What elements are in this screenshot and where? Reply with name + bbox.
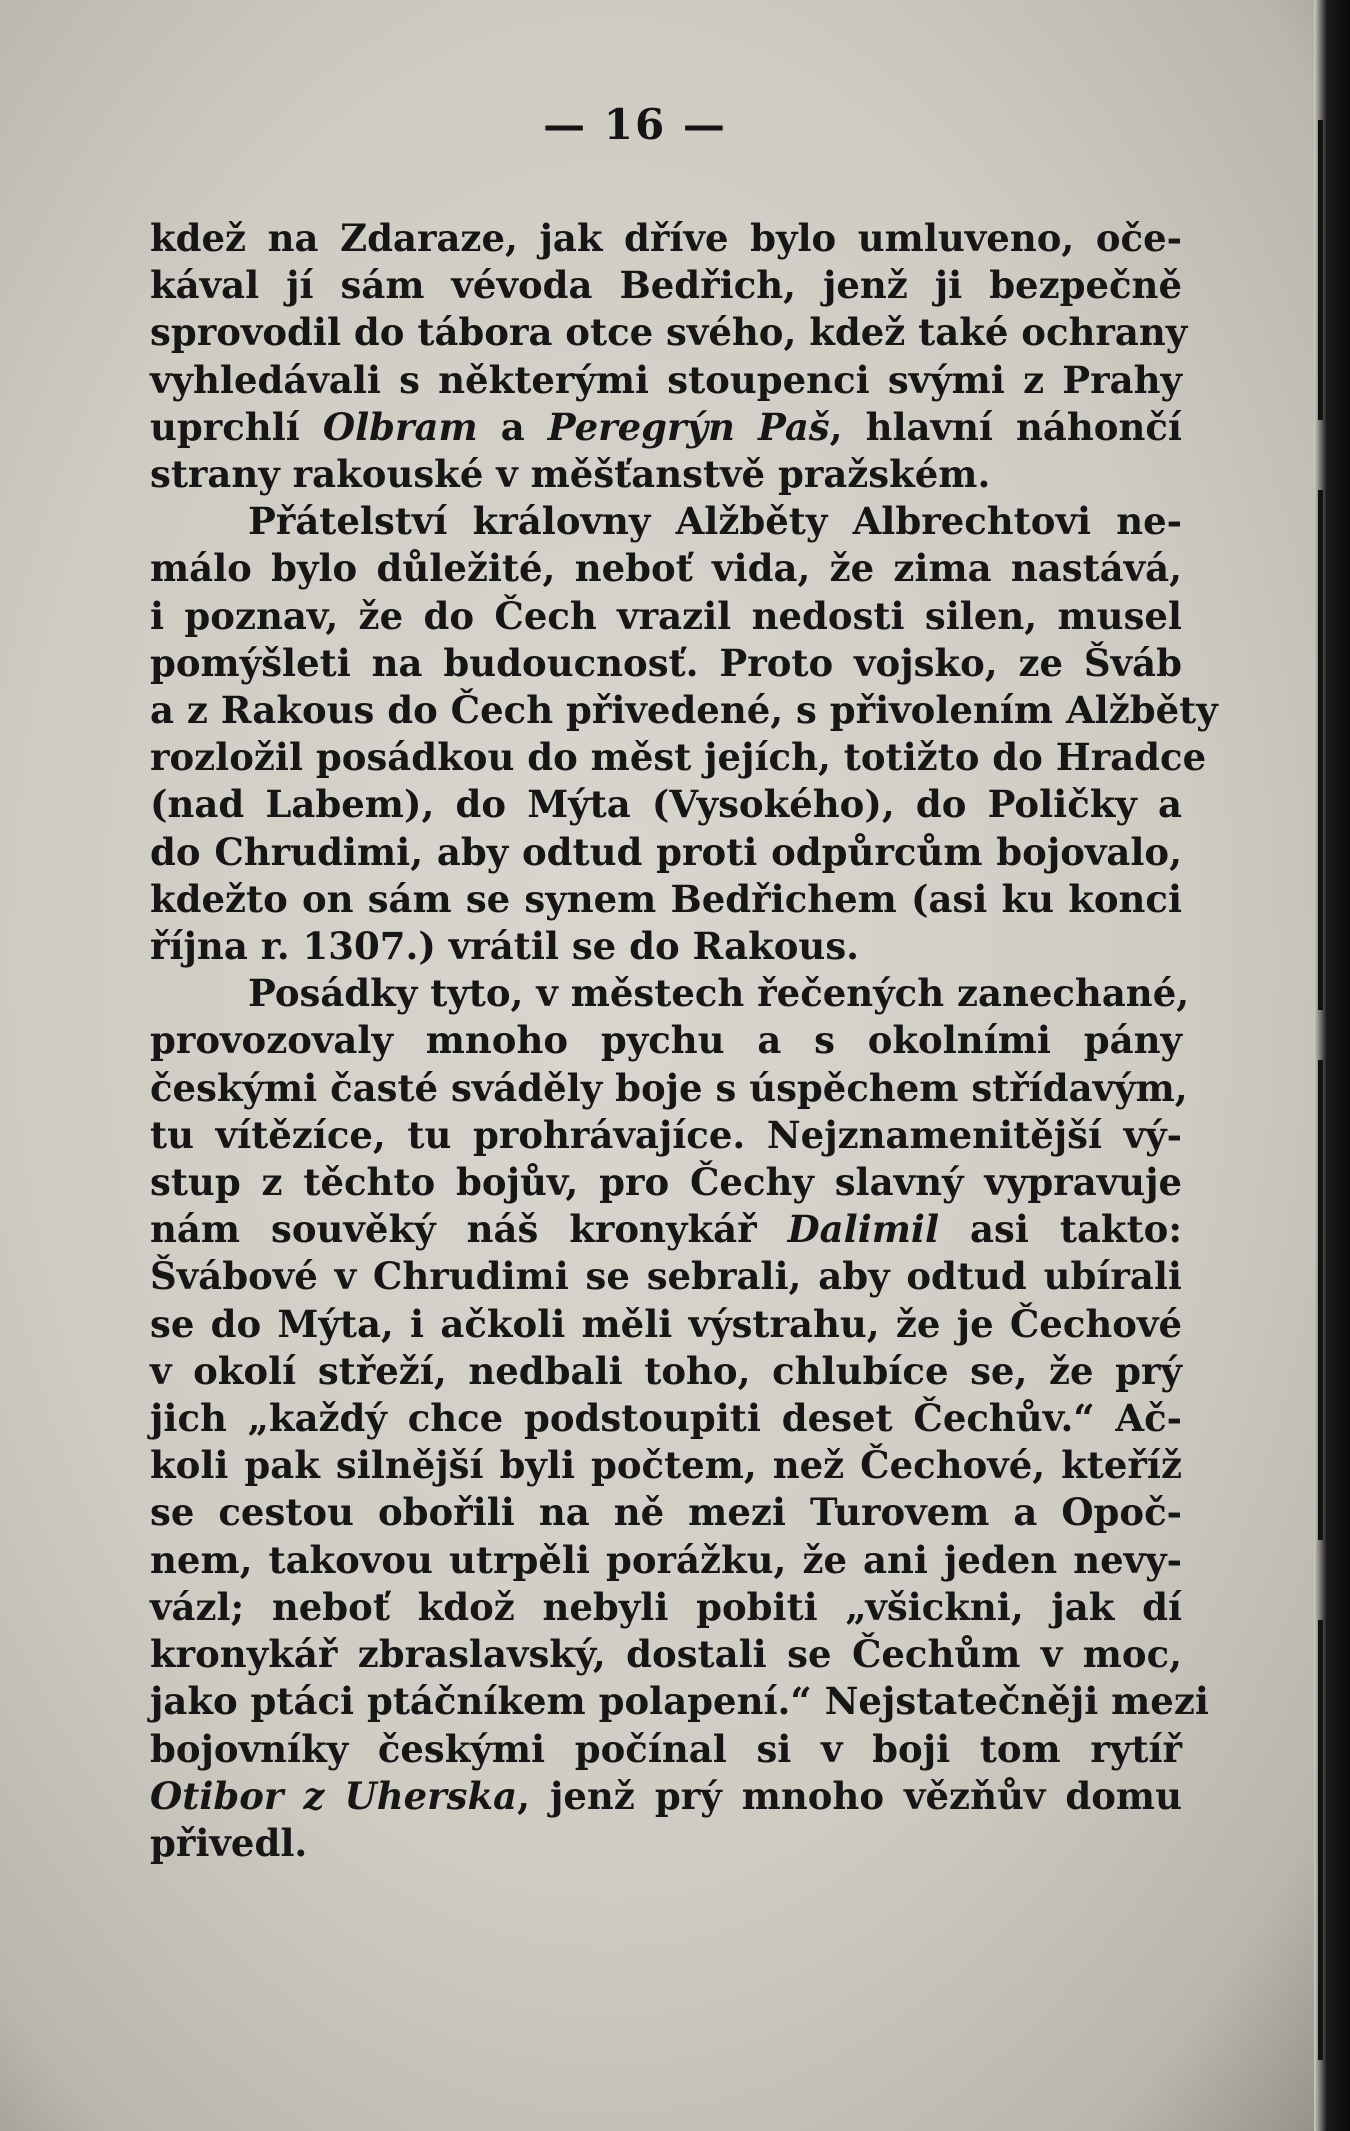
italic-name: Olbram (322, 404, 478, 449)
text-line: strany rakouské v měšťanstvě pražském. (150, 452, 991, 497)
text-line: (nad Labem), do Mýta (Vysokého), do Poličky a (150, 782, 1182, 827)
text-line: sprovodil do tábora otce svého, kdež také ochrany (150, 310, 1188, 355)
text-line: října r. 1307.) vrátil se do Rakous. (150, 924, 860, 969)
text-line: se cestou obořili na ně mezi Turovem a Opoč- (150, 1490, 1182, 1535)
text-line: kdež na Zdaraze, jak dříve bylo umluveno, oče- (150, 216, 1182, 260)
text-line: kdežto on sám se synem Bedřichem (asi ku konci (150, 876, 1182, 921)
text-line: vázl; neboť kdož nebyli pobiti „všickni, jak dí (150, 1584, 1182, 1629)
body-text (150, 215, 1218, 1867)
paragraph-p2 (150, 498, 1218, 970)
text-line: tu vítězíce, tu prohrávajíce. Nejznamenitější vý- (150, 1112, 1182, 1157)
text-line: přivedl. (150, 1820, 308, 1865)
text-line: kával jí sám vévoda Bedřich, jenž ji bezpečně (150, 263, 1182, 308)
text-line: pomýšleti na budoucnosť. Proto vojsko, ze Šváb (150, 640, 1182, 685)
text-line: v okolí střeží, nedbali toho, chlubíce se, že prý (150, 1348, 1182, 1393)
text-line: vyhledávali s některými stoupenci svými z Prahy (150, 357, 1182, 402)
italic-name: Peregrýn Paš (547, 404, 830, 449)
text-line: uprchlí Olbram a Peregrýn Paš, hlavní náhončí (150, 404, 1182, 449)
text-line: do Chrudimi, aby odtud proti odpůrcům bojovalo, (150, 829, 1182, 874)
italic-name: Otibor z Uherska (150, 1773, 518, 1818)
spine-shadow-line (1318, 120, 1323, 420)
italic-name: Dalimil (787, 1207, 940, 1252)
spine-shadow-line (1318, 1060, 1323, 1540)
text-line: kronykář zbraslavský, dostali se Čechům v moc, (150, 1632, 1182, 1677)
text-line: Posádky tyto, v městech řečených zanechané, (248, 971, 1190, 1016)
text-line: jako ptáci ptáčníkem polapení.“ Nejstatečněji mezi (150, 1679, 1209, 1724)
paragraph-p3 (150, 970, 1209, 1867)
spine-shadow-line (1318, 1620, 1323, 2060)
text-line: provozovaly mnoho pychu a s okolními pány (150, 1018, 1182, 1063)
text-line: stup z těchto bojův, pro Čechy slavný vypravuje (150, 1160, 1182, 1205)
text-line: Otibor z Uherska, jenž prý mnoho vězňův domu (150, 1773, 1182, 1818)
page-number: — 16 — (543, 100, 727, 149)
paragraph-p1 (150, 215, 1188, 498)
text-line: nám souvěký náš kronykář Dalimil asi takto: (150, 1207, 1182, 1252)
text-line: Švábové v Chrudimi se sebrali, aby odtud ubírali (150, 1254, 1182, 1299)
text-line: i poznav, že do Čech vrazil nedosti silen, musel (150, 593, 1182, 638)
text-line: jich „každý chce podstoupiti deset Čechův.“ Ač- (150, 1396, 1182, 1441)
text-line: Přátelství královny Alžběty Albrechtovi ne- (248, 499, 1182, 544)
text-line: bojovníky českými počínal si v boji tom rytíř (150, 1726, 1182, 1771)
text-line: českými časté sváděly boje s úspěchem střídavým, (150, 1065, 1188, 1110)
text-line: rozložil posádkou do měst jejích, totižto do Hradce (150, 735, 1207, 780)
text-line: nem, takovou utrpěli porážku, že ani jeden nevy- (150, 1537, 1182, 1582)
spine-shadow-line (1318, 490, 1323, 1010)
text-line: koli pak silnější byli počtem, než Čechové, kteříž (150, 1443, 1182, 1488)
text-line: a z Rakous do Čech přivedené, s přivolením Alžběty (150, 688, 1218, 733)
text-line: málo bylo důležité, neboť vida, že zima nastává, (150, 546, 1182, 591)
text-line: se do Mýta, i ačkoli měli výstrahu, že je Čechové (150, 1301, 1182, 1346)
